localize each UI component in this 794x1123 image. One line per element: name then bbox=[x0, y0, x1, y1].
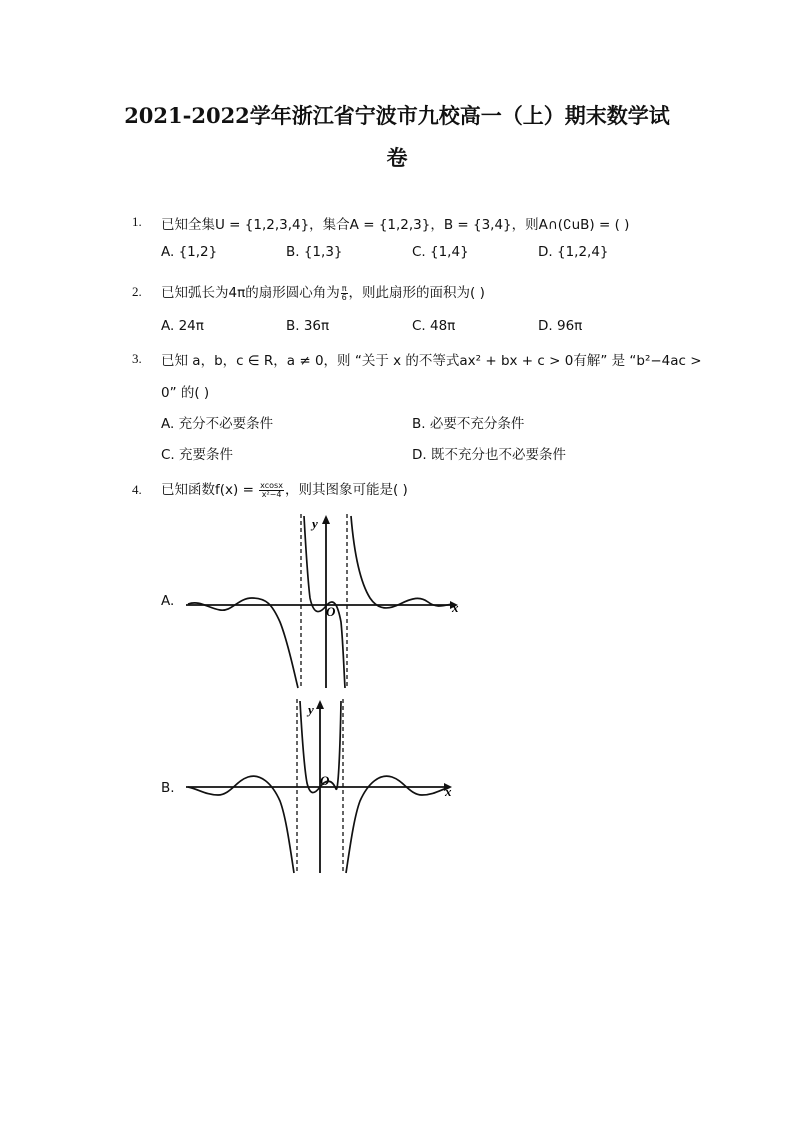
question-3-number: 3. bbox=[132, 351, 142, 366]
fraction-numerator: xcosx bbox=[260, 480, 283, 490]
question-2-fraction bbox=[341, 285, 348, 302]
question-2-option-b: B. 36π bbox=[286, 318, 330, 334]
curve-left-branch bbox=[188, 598, 298, 688]
graph-b bbox=[180, 697, 470, 875]
question-2-option-c: C. 48π bbox=[412, 318, 456, 334]
question-4-number: 4. bbox=[132, 482, 142, 497]
question-3-text-line1: 已知 a，b，c ∈ R，a ≠ 0，则 “关于 x 的不等式ax² + bx + c > 0有解” 是 “b²−4ac > bbox=[161, 353, 702, 369]
question-2-option-d: D. 96π bbox=[538, 318, 583, 334]
paper-title-line2: 卷 bbox=[386, 145, 408, 170]
x-axis-label: x bbox=[445, 784, 452, 799]
graph-a-label: A. bbox=[161, 593, 175, 609]
question-1-option-c: C. {1,4} bbox=[412, 244, 469, 260]
question-3-option-d: D. 既不充分也不必要条件 bbox=[412, 447, 566, 463]
question-4-text-before: 已知函数f(x) = bbox=[161, 482, 259, 498]
question-4-text-after: ，则其图象可能是( ) bbox=[284, 482, 408, 498]
y-axis-arrow-icon bbox=[322, 515, 330, 524]
y-axis-label: y bbox=[312, 516, 318, 531]
x-axis-label: x bbox=[452, 600, 459, 615]
fraction-numerator: π bbox=[341, 283, 347, 293]
question-2-number: 2. bbox=[132, 284, 142, 299]
paper-title-line1: 2021-2022学年浙江省宁波市九校高一（上）期末数学试 bbox=[124, 103, 670, 128]
question-3-text-line2: 0” 的( ) bbox=[161, 385, 210, 401]
graph-a bbox=[180, 512, 470, 690]
question-1-text: 已知全集U = {1,2,3,4}，集合A = {1,2,3}，B = {3,4}，则A∩(∁uB) = ( ) bbox=[161, 217, 630, 233]
question-1-option-d: D. {1,2,4} bbox=[538, 244, 609, 260]
question-4-fraction bbox=[259, 482, 284, 499]
question-1-option-a: A. {1,2} bbox=[161, 244, 218, 260]
y-axis-label: y bbox=[308, 702, 314, 717]
question-4-text bbox=[161, 478, 408, 499]
question-2-text bbox=[161, 281, 485, 302]
question-2-text-before: 已知弧长为4π的扇形圆心角为 bbox=[161, 285, 340, 301]
graph-b-label: B. bbox=[161, 780, 175, 796]
question-3-option-a: A. 充分不必要条件 bbox=[161, 416, 274, 432]
question-1-number: 1. bbox=[132, 214, 142, 229]
fraction-denominator: x²−4 bbox=[261, 489, 282, 499]
question-2-option-a: A. 24π bbox=[161, 318, 204, 334]
question-3-option-b: B. 必要不充分条件 bbox=[412, 416, 525, 432]
question-2-text-after: ，则此扇形的面积为( ) bbox=[348, 285, 485, 301]
fraction-denominator: 6 bbox=[341, 292, 347, 302]
origin-label: O bbox=[326, 604, 336, 619]
curve-left-branch bbox=[188, 776, 294, 873]
y-axis-arrow-icon bbox=[316, 700, 324, 709]
question-3-option-c: C. 充要条件 bbox=[161, 447, 234, 463]
origin-label: O bbox=[320, 773, 330, 788]
question-1-option-b: B. {1,3} bbox=[286, 244, 343, 260]
curve-right-branch bbox=[351, 516, 452, 608]
curve-middle-branch bbox=[304, 516, 345, 688]
curve-right-branch bbox=[346, 776, 450, 873]
